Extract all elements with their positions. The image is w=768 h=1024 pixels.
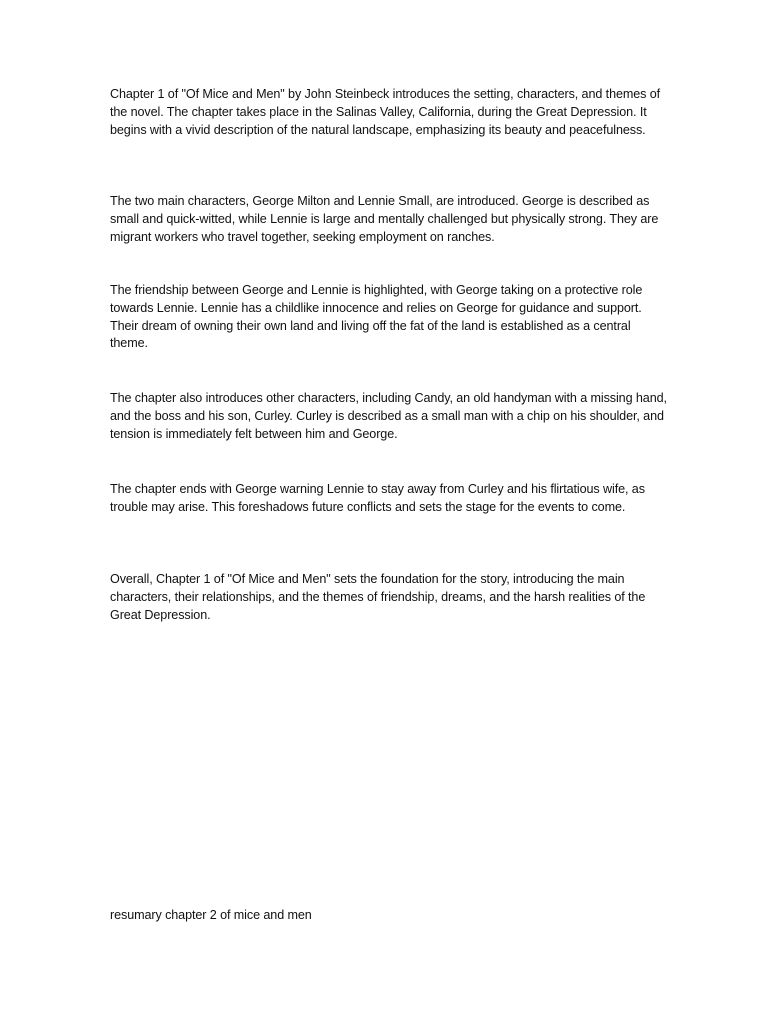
footer-note: resumary chapter 2 of mice and men bbox=[110, 908, 312, 922]
paragraph-setting-intro: Chapter 1 of "Of Mice and Men" by John Steinbeck introduces the setting, characters, and themes of the novel. The chapter takes place in the Salinas Valley, California, during the Great Depression. It begins with a vivid description of the natural landscape, emphasizing its beauty and peacefulness. bbox=[110, 87, 661, 137]
paragraph-main-characters: The two main characters, George Milton and Lennie Small, are introduced. George is described as small and quick-witted, while Lennie is large and mentally challenged but physically strong. They are migrant workers who travel together, seeking employment on ranches. bbox=[110, 194, 659, 244]
paragraph-other-characters: The chapter also introduces other characters, including Candy, an old handyman with a missing hand, and the boss and his son, Curley. Curley is described as a small man with a chip on his shoulder, and tension is immediately felt between him and George. bbox=[110, 391, 667, 441]
paragraph-chapter-ending: The chapter ends with George warning Lennie to stay away from Curley and his flirtatious wife, as trouble may arise. This foreshadows future conflicts and sets the stage for the events to come. bbox=[110, 482, 645, 514]
paragraph-overall-summary: Overall, Chapter 1 of "Of Mice and Men" sets the foundation for the story, introducing the main characters, their relationships, and the themes of friendship, dreams, and the harsh realities of the Great Depression. bbox=[110, 572, 646, 622]
paragraph-friendship: The friendship between George and Lennie is highlighted, with George taking on a protective role towards Lennie. Lennie has a childlike innocence and relies on George for guidance and support. Their dream of owning their own land and living off the fat of the land is established as a central theme. bbox=[110, 283, 643, 351]
